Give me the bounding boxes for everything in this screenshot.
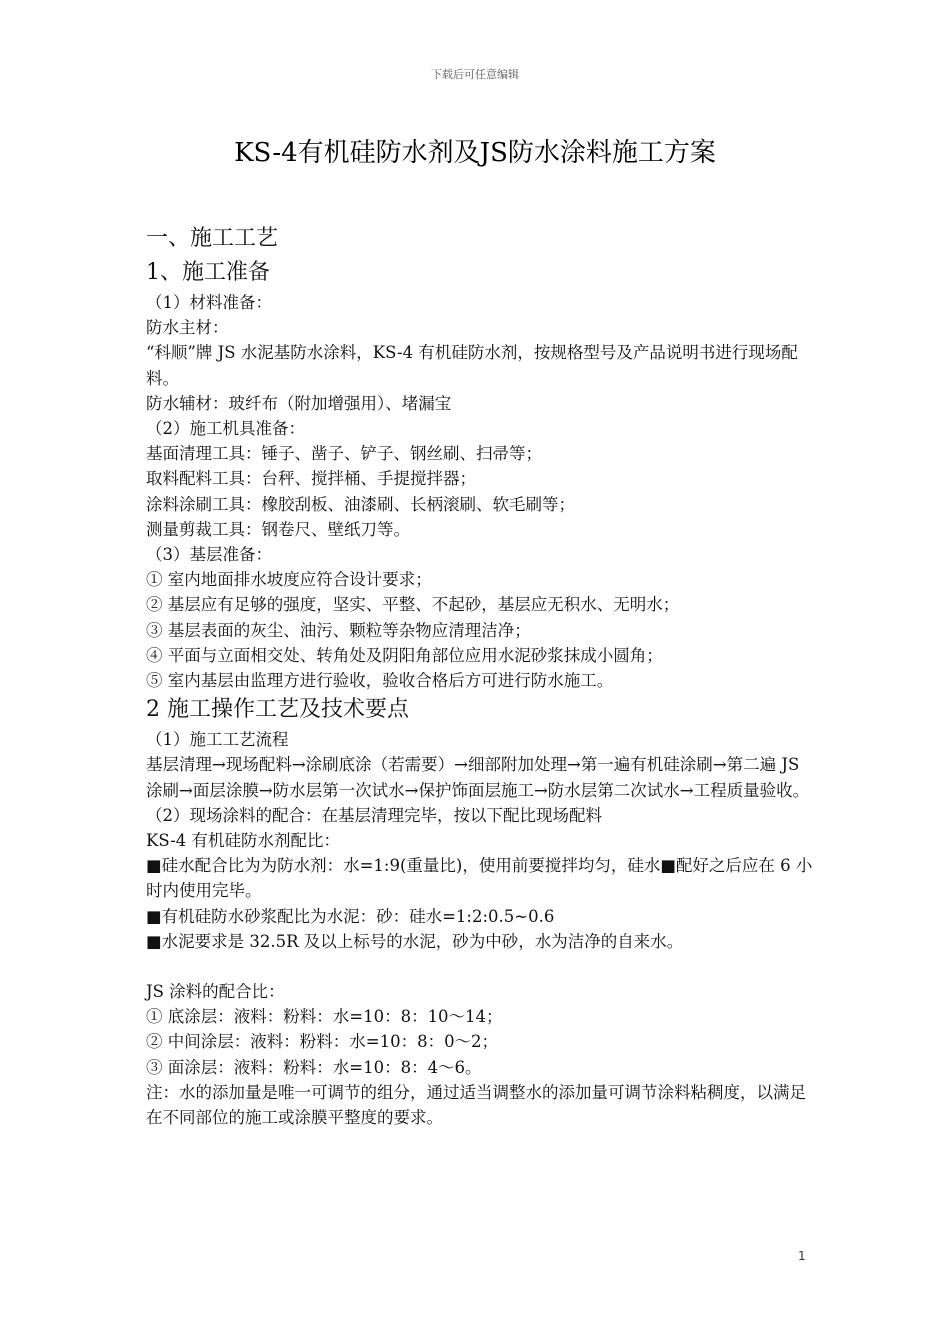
main-material-label: 防水主材： [146, 318, 229, 338]
tool-item: 基面清理工具：锤子、凿子、铲子、钢丝刷、扫帚等； [146, 444, 542, 464]
js-ratio-item: ① 底涂层：液料：粉料：水=10：8：10～14； [146, 1007, 503, 1027]
note-text: 注：水的添加量是唯一可调节的组分，通过适当调整水的添加量可调节涂料粘稠度，以满足在不同部位的施工或涂膜平整度的要求。 [146, 1082, 806, 1128]
tool-item: 取料配料工具：台秤、搅拌桶、手提搅拌器； [146, 469, 476, 489]
base-item: ① 室内地面排水坡度应符合设计要求； [146, 570, 432, 590]
material-prep-heading: （1）材料准备： [146, 293, 272, 312]
js-ratio-item: ③ 面涂层：液料：粉料：水=10：8：4～6。 [146, 1057, 482, 1077]
main-material-text: “科顺”牌 JS 水泥基防水涂料，KS-4 有机硅防水剂，按规格型号及产品说明书进行现场配料。 [146, 343, 798, 388]
ks4-ratio-item: ■硅水配合比为为防水剂：水=1:9(重量比)，使用前要搅拌均匀，硅水■配好之后应在 6 小时内使用完毕。 [146, 856, 813, 901]
section-heading-construction-process: 一、施工工艺 [146, 226, 279, 251]
subsection-heading-preparation: 1、施工准备 [146, 260, 270, 285]
document-title: KS-4有机硅防水剂及JS防水涂料施工方案 [234, 138, 716, 168]
base-item: ② 基层应有足够的强度，坚实、平整、不起砂，基层应无积水、无明水； [146, 595, 680, 615]
js-ratio-label: JS 涂料的配合比： [146, 982, 285, 1002]
page-number: 1 [798, 1249, 806, 1263]
subsection-heading-technique: 2 施工操作工艺及技术要点 [146, 697, 409, 723]
tool-prep-heading: （2）施工机具准备： [146, 419, 305, 439]
js-ratio-item: ② 中间涂层：液料：粉料：水=10：8：0～2； [146, 1032, 499, 1052]
base-item: ④ 平面与立面相交处、转角处及阴阳角部位应用水泥砂浆抹成小圆角； [146, 645, 663, 665]
ks4-ratio-label: KS-4 有机硅防水剂配比： [146, 831, 341, 851]
base-prep-heading: （3）基层准备： [146, 545, 272, 565]
process-flow-heading: （1）施工工艺流程 [146, 730, 289, 750]
tool-item: 涂料涂刷工具：橡胶刮板、油漆刷、长柄滚刷、软毛刷等； [146, 494, 575, 514]
ks4-ratio-item: ■有机硅防水砂浆配比为水泥：砂：硅水=1:2:0.5~0.6 [146, 906, 555, 926]
base-item: ⑤ 室内基层由监理方进行验收，验收合格后方可进行防水施工。 [146, 671, 614, 691]
document-body [146, 222, 816, 1130]
ks4-ratio-item: ■水泥要求是 32.5R 及以上标号的水泥，砂为中砂，水为洁净的自来水。 [146, 931, 684, 951]
base-item: ③ 基层表面的灰尘、油污、颗粒等杂物应清理洁净； [146, 620, 531, 640]
aux-material-text: 防水辅材：玻纤布（附加增强用）、堵漏宝 [146, 393, 452, 413]
process-flow-text: 基层清理→现场配料→涂刷底涂（若需要）→细部附加处理→第一遍有机硅涂刷→第二遍 JS 涂刷→面层涂膜→防水层第一次试水→保护饰面层施工→防水层第二次试水→工程质量验收。 [146, 755, 810, 800]
tool-item: 测量剪裁工具：钢卷尺、壁纸刀等。 [146, 519, 410, 539]
paragraph-gap [146, 954, 816, 979]
mixing-heading: （2）现场涂料的配合：在基层清理完毕，按以下配比现场配料 [146, 805, 602, 825]
page-header-note: 下载后可任意编辑 [431, 68, 519, 81]
